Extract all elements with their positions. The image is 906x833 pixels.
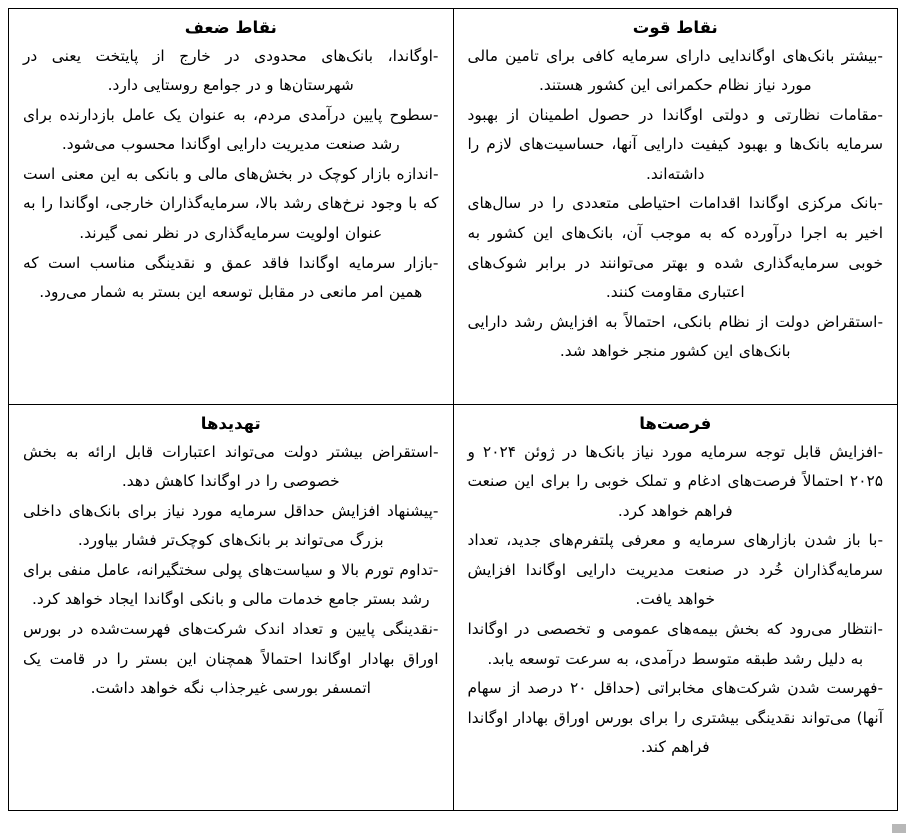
strengths-list bbox=[468, 42, 884, 367]
strengths-title: نقاط قوت bbox=[632, 18, 718, 37]
list-item: -مقامات نظارتی و دولتی اوگاندا در حصول اطمینان از بهبود سرمایه بانک‌ها و بهبود کیفیت دارایی آنها، حساسیت‌های لازم را داشته‌اند. bbox=[467, 105, 883, 183]
threats-list bbox=[23, 438, 439, 704]
opportunities-list bbox=[468, 438, 884, 763]
swot-cell-threats bbox=[9, 405, 454, 811]
list-item: -پیشنهاد افزایش حداقل سرمایه مورد نیاز برای بانک‌های داخلی بزرگ می‌تواند بر بانک‌های کوچک‌تر فشار بیاورد. bbox=[23, 501, 439, 550]
swot-cell-strengths bbox=[453, 9, 898, 405]
swot-row-bottom bbox=[9, 405, 898, 811]
list-item: -بازار سرمایه اوگاندا فاقد عمق و نقدینگی مناسب است که همین امر مانعی در مقابل توسعه این بستر به شمار می‌رود. bbox=[23, 253, 439, 302]
weaknesses-list bbox=[23, 42, 439, 308]
list-item: -بانک مرکزی اوگاندا اقدامات احتیاطی متعددی را در سال‌های اخیر به اجرا درآورده که به موجب آن، بانک‌های این کشور به خوبی سرمایه‌گذاری شده و بهتر می‌توانند در برابر شوک‌های اعتباری مقاومت کنند. bbox=[467, 194, 883, 302]
list-item: -استقراض دولت از نظام بانکی، احتمالاً به افزایش رشد دارایی بانک‌های این کشور منجر خواهد شد. bbox=[467, 312, 883, 361]
list-item: -تداوم تورم بالا و سیاست‌های پولی سختگیرانه، عامل منفی برای رشد بستر جامع خدمات مالی و بانکی اوگاندا ایجاد خواهد کرد. bbox=[23, 560, 439, 609]
list-item: -اوگاندا، بانک‌های محدودی در خارج از پایتخت یعنی در شهرستان‌ها و در جوامع روستایی دارد. bbox=[23, 46, 439, 95]
opportunities-title: فرصت‌ها bbox=[639, 414, 712, 433]
list-item: -انتظار می‌رود که بخش بیمه‌های عمومی و تخصصی در اوگاندا به دلیل رشد طبقه متوسط درآمدی، به سرعت توسعه یابد. bbox=[467, 620, 883, 668]
list-item: -اندازه بازار کوچک در بخش‌های مالی و بانکی به این معنی است که با وجود نرخ‌های رشد بالا، سرمایه‌گذاران خارجی، اوگاندا را به عنوان اولویت سرمایه‌گذاری در نظر نمی گیرند. bbox=[23, 164, 439, 243]
list-item: -نقدینگی پایین و تعداد اندک شرکت‌های فهرست‌شده در بورس اوراق بهادار اوگاندا احتمالاً همچنان این بستر را در قامت یک اتمسفر بورسی غیرجذاب نگه خواهد داشت. bbox=[23, 620, 439, 698]
list-item: -سطوح پایین درآمدی مردم، به عنوان یک عامل بازدارنده برای رشد صنعت مدیریت دارایی اوگاندا محسوب می‌شود. bbox=[23, 105, 439, 154]
list-item: -افزایش قابل توجه سرمایه مورد نیاز بانک‌ها در ژوئن ۲۰۲۴ و ۲۰۲۵ احتمالاً فرصت‌های ادغام و تملک خوبی را برای این صنعت فراهم خواهد کرد. bbox=[467, 442, 884, 520]
swot-cell-opportunities bbox=[453, 405, 898, 811]
corner-artifact-mark bbox=[892, 824, 906, 833]
weaknesses-title: نقاط ضعف bbox=[184, 18, 277, 37]
threats-title: تهدیدها bbox=[200, 414, 261, 433]
list-item: -استقراض بیشتر دولت می‌تواند اعتبارات قابل ارائه به بخش خصوصی را در اوگاندا کاهش دهد. bbox=[23, 442, 439, 491]
list-item: -با باز شدن بازارهای سرمایه و معرفی پلتفرم‌های جدید، تعداد سرمایه‌گذاران خُرد در صنعت مدیریت دارایی اوگاندا افزایش خواهد یافت. bbox=[467, 531, 883, 609]
swot-matrix-table bbox=[8, 8, 898, 811]
swot-row-top bbox=[9, 9, 898, 405]
list-item: -بیشتر بانک‌های اوگاندایی دارای سرمایه کافی برای تامین مالی مورد نیاز نظام حکمرانی این کشور هستند. bbox=[467, 46, 883, 95]
swot-cell-weaknesses bbox=[9, 9, 454, 405]
list-item: -فهرست شدن شرکت‌های مخابراتی (حداقل ۲۰ درصد از سهام آنها) می‌تواند نقدینگی بیشتری را برای بورس اوراق بهادار اوگاندا فراهم کند. bbox=[467, 679, 883, 757]
